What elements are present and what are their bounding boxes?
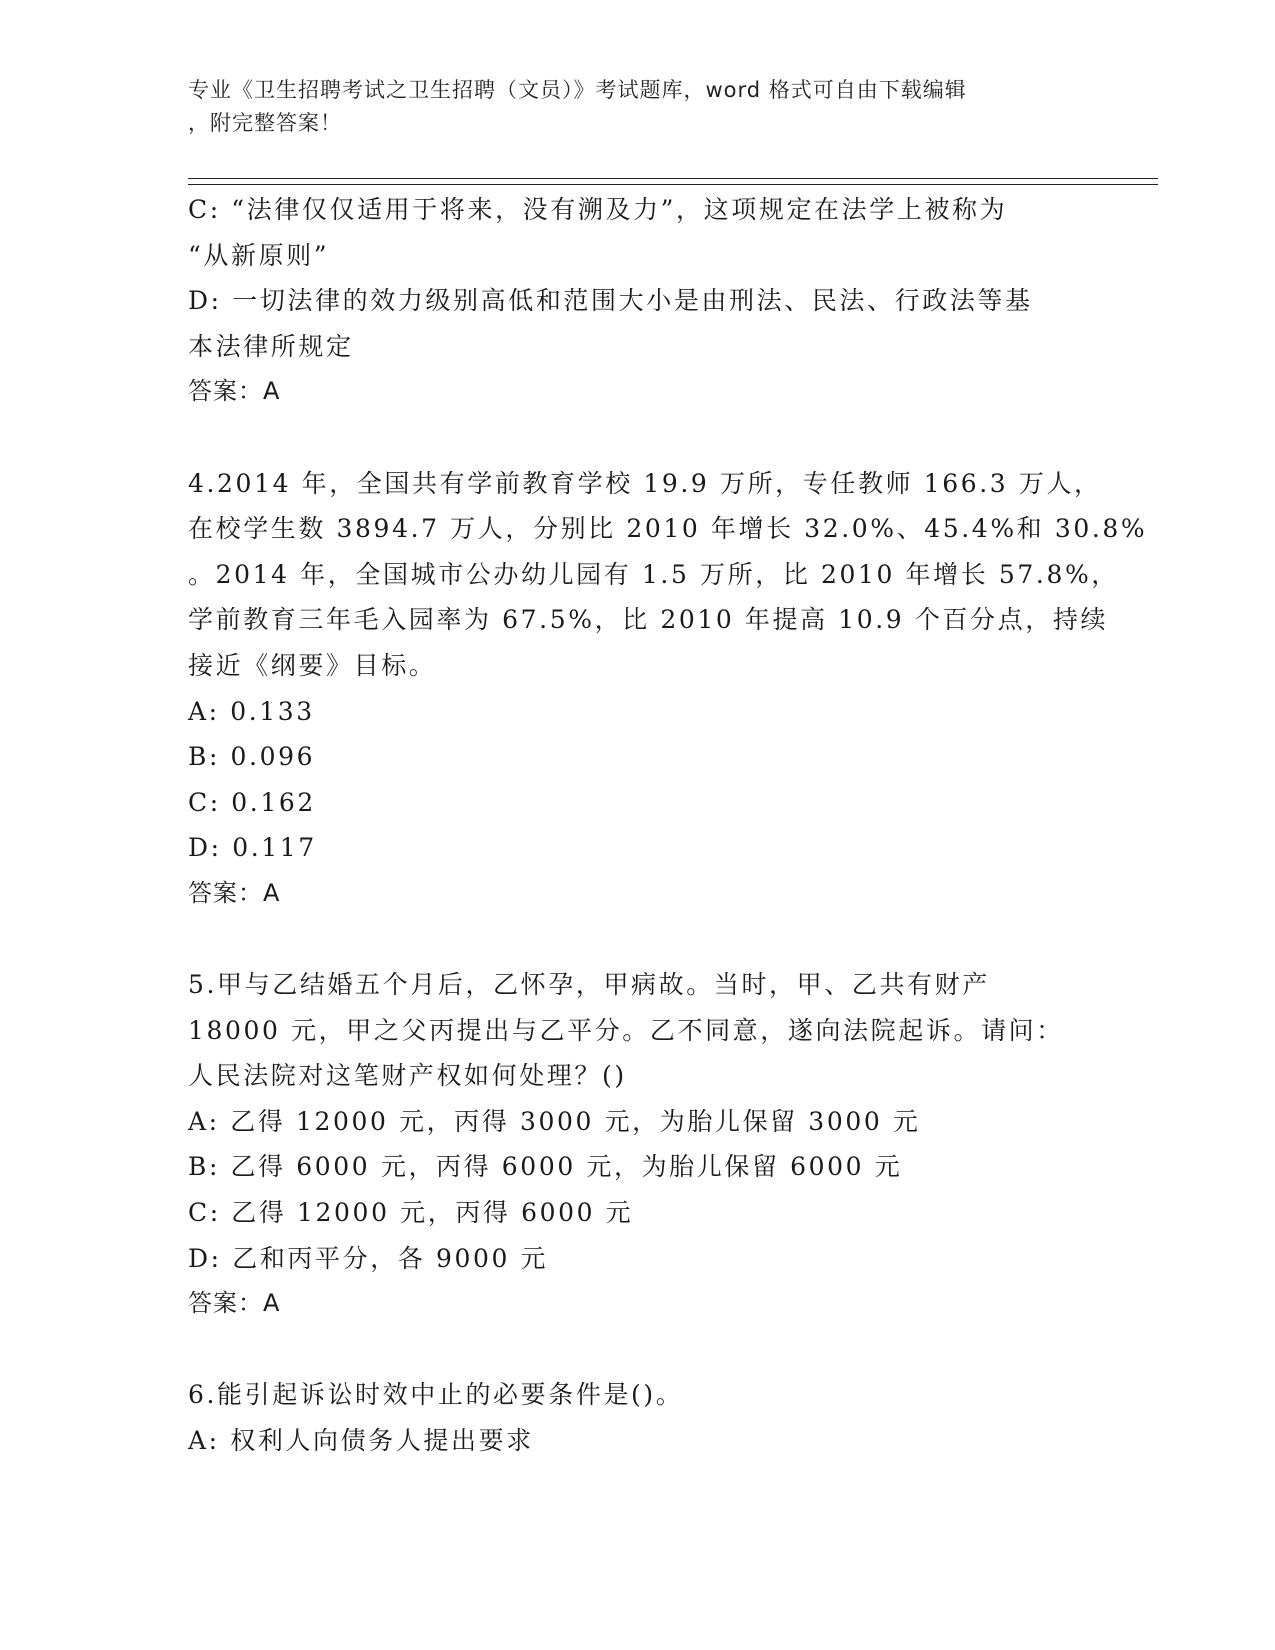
question-stem-line: 18000 元，甲之父丙提出与乙平分。乙不同意，遂向法院起诉。请问： <box>188 1015 1064 1045</box>
header-rule-top <box>188 178 1158 179</box>
option-d-line-2: 本法律所规定 <box>188 331 354 361</box>
option-c-line-1: C: “法律仅仅适用于将来，没有溯及力”，这项规定在法学上被称为 <box>188 195 1008 224</box>
header-rule-bottom <box>188 184 1158 185</box>
header-line-2: ，附完整答案！ <box>188 111 342 135</box>
document-body <box>188 187 1148 1464</box>
question-stem-line: 人民法院对这笔财产权如何处理？() <box>188 1061 627 1091</box>
option-b: B: 0.096 <box>188 742 316 772</box>
option-d: D: 乙和丙平分，各 9000 元 <box>188 1243 549 1273</box>
document-header <box>188 74 1068 140</box>
question-stem-line: 。2014 年，全国城市公办幼儿园有 1.5 万所，比 2010 年增长 57.8%， <box>188 559 1119 589</box>
question-5 <box>188 962 1088 1327</box>
question-stem-line: 4.2014 年，全国共有学前教育学校 19.9 万所，专任教师 166.3 万人， <box>188 468 1102 498</box>
option-d: D: 0.117 <box>188 833 317 863</box>
spacer <box>188 917 1088 963</box>
question-4 <box>188 461 1148 917</box>
answer: 答案：A <box>188 377 281 406</box>
option-a: A: 乙得 12000 元，丙得 3000 元，为胎儿保留 3000 元 <box>188 1106 921 1136</box>
spacer <box>188 1327 1088 1373</box>
answer: 答案：A <box>188 878 281 907</box>
option-d-line-1: D: 一切法律的效力级别高低和范围大小是由刑法、民法、行政法等基 <box>188 286 1033 316</box>
option-c: C: 乙得 12000 元，丙得 6000 元 <box>188 1198 634 1228</box>
header-line-1: 专业《卫生招聘考试之卫生招聘（文员）》考试题库，word 格式可自由下载编辑 <box>188 78 967 102</box>
question-3-tail <box>188 187 1088 415</box>
question-stem-line: 5.甲与乙结婚五个月后，乙怀孕，甲病故。当时，甲、乙共有财产 <box>188 970 990 1000</box>
answer: 答案：A <box>188 1289 281 1318</box>
option-b: B: 乙得 6000 元，丙得 6000 元，为胎儿保留 6000 元 <box>188 1152 903 1182</box>
spacer <box>188 415 1088 461</box>
option-a: A: 0.133 <box>188 696 315 726</box>
option-c: C: 0.162 <box>188 787 316 817</box>
question-6 <box>188 1372 1088 1463</box>
question-stem-line: 在校学生数 3894.7 万人，分别比 2010 年增长 32.0%、45.4%和 30.8% <box>188 514 1148 544</box>
option-c-line-2: “从新原则” <box>188 240 330 270</box>
question-stem-line: 接近《纲要》目标。 <box>188 650 437 680</box>
question-stem-line: 6.能引起诉讼时效中止的必要条件是()。 <box>188 1380 684 1410</box>
option-a: A: 权利人向债务人提出要求 <box>188 1426 534 1456</box>
question-stem-line: 学前教育三年毛入园率为 67.5%，比 2010 年提高 10.9 个百分点，持续 <box>188 605 1109 635</box>
